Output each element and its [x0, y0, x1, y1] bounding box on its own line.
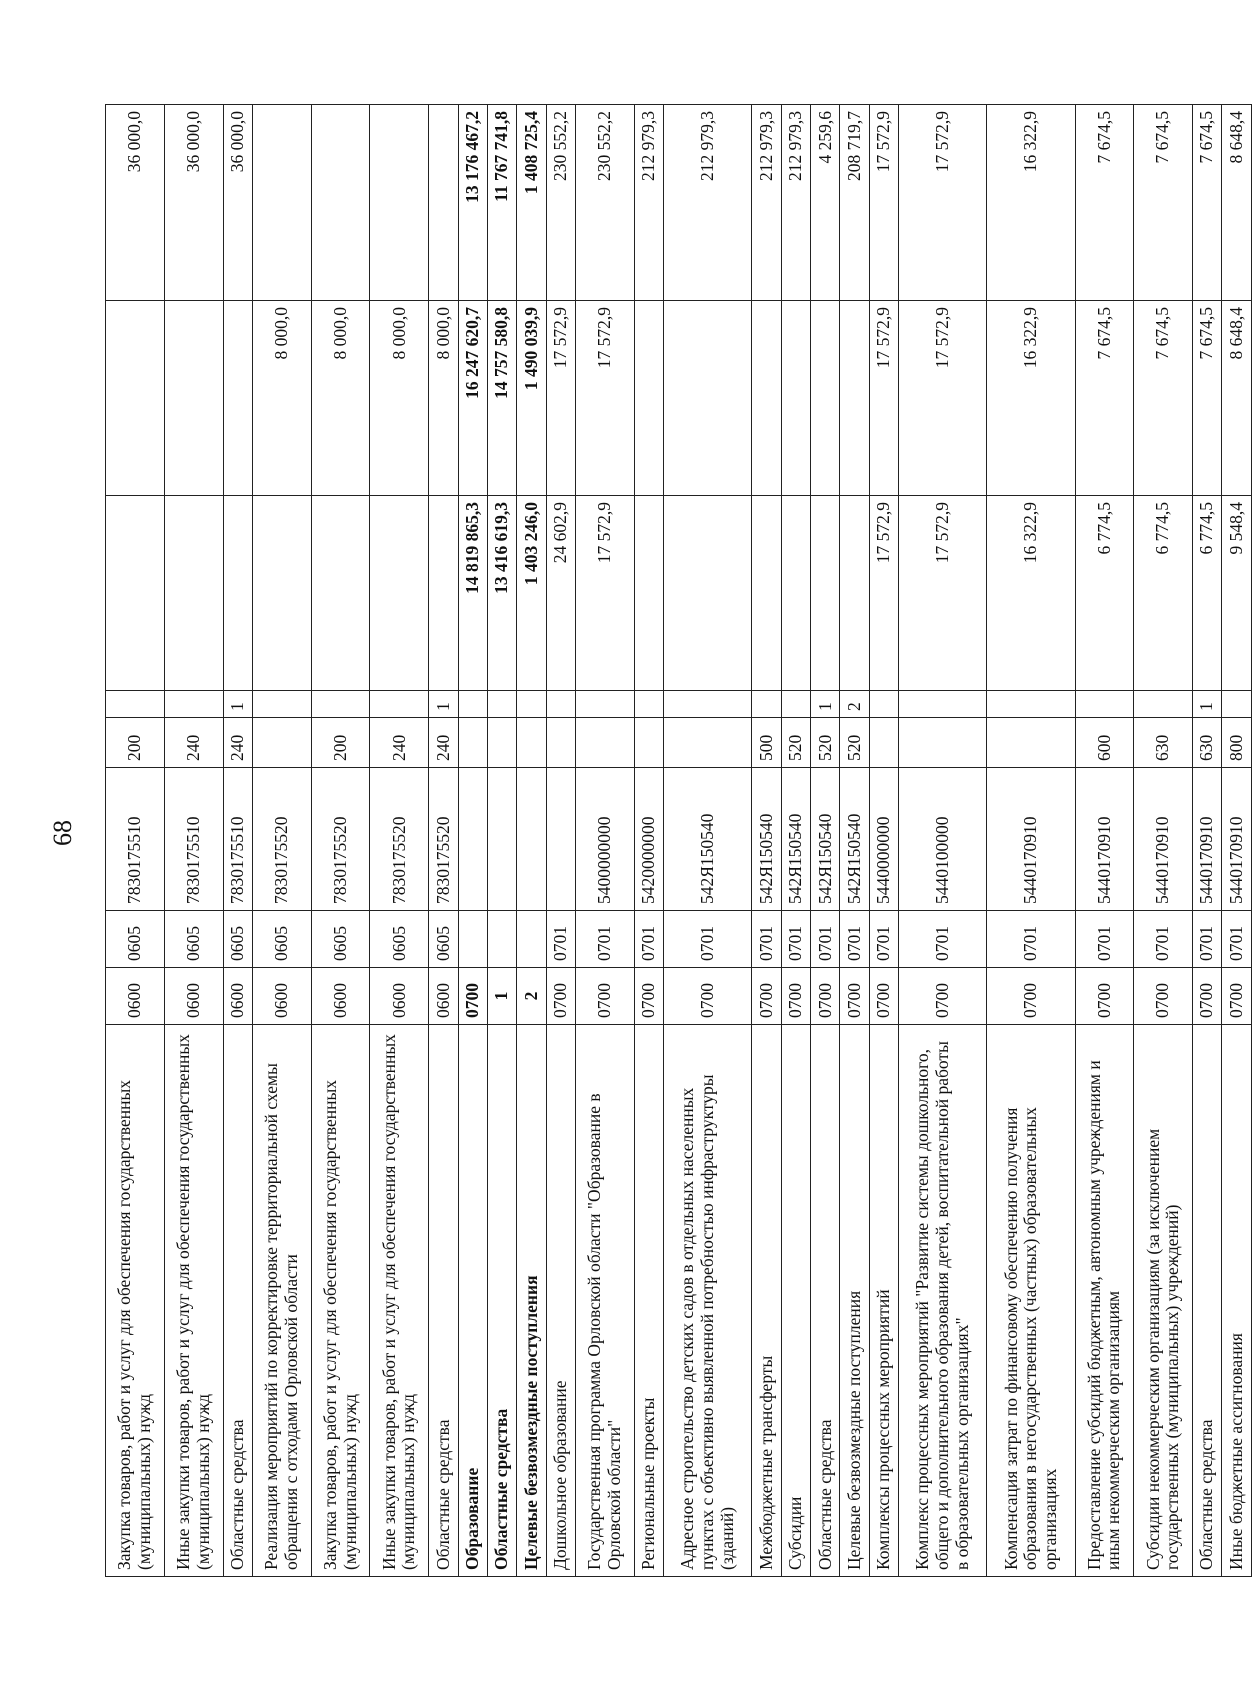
- expense-type-code: [899, 718, 987, 768]
- funding-source-code: [252, 691, 311, 718]
- row-name: Закупка товаров, работ и услуг для обеспечения государственных (муниципальных) нужд: [106, 1025, 165, 1577]
- target-article-code: 5440170910: [987, 768, 1075, 911]
- expense-type-code: [634, 718, 663, 768]
- table-row: [311, 105, 370, 1577]
- section-code: 0600: [429, 968, 458, 1025]
- amount-year-3: 36 000,0: [223, 105, 252, 301]
- expense-type-code: 520: [811, 718, 840, 768]
- amount-year-1: 13 416 619,3: [487, 496, 516, 691]
- amount-year-2: 17 572,9: [546, 301, 575, 496]
- funding-source-code: 1: [429, 691, 458, 718]
- subsection-code: 0701: [1193, 911, 1222, 968]
- target-article-code: 5400000000: [576, 768, 635, 911]
- target-article-code: 542Я150540: [752, 768, 781, 911]
- amount-year-2: [840, 301, 869, 496]
- section-code: 1: [487, 968, 516, 1025]
- amount-year-2: [664, 301, 752, 496]
- row-name: Комплекс процессных мероприятий "Развитие системы дошкольного, общего и дополнительного образования детей, воспитательной работы в образовательных организациях": [899, 1025, 987, 1577]
- target-article-code: 7830175510: [164, 768, 223, 911]
- expense-type-code: [517, 718, 546, 768]
- expense-type-code: [546, 718, 575, 768]
- amount-year-3: 1 408 725,4: [517, 105, 546, 301]
- amount-year-2: 7 674,5: [1193, 301, 1222, 496]
- section-code: 0700: [576, 968, 635, 1025]
- section-code: 0600: [106, 968, 165, 1025]
- section-code: 2: [517, 968, 546, 1025]
- target-article-code: 5440000000: [869, 768, 898, 911]
- page-number: 68: [48, 820, 77, 846]
- amount-year-2: [752, 301, 781, 496]
- amount-year-3: 212 979,3: [781, 105, 810, 301]
- amount-year-1: [370, 496, 429, 691]
- amount-year-3: 16 322,9: [987, 105, 1075, 301]
- funding-source-code: [899, 691, 987, 718]
- budget-table: [105, 104, 1252, 1577]
- funding-source-code: [311, 691, 370, 718]
- funding-source-code: [487, 691, 516, 718]
- amount-year-3: [252, 105, 311, 301]
- table-row: [429, 105, 458, 1577]
- table-row: [106, 105, 165, 1577]
- expense-type-code: [487, 718, 516, 768]
- table-row: [987, 105, 1075, 1577]
- table-row: [458, 105, 487, 1577]
- target-article-code: [517, 768, 546, 911]
- expense-type-code: 500: [752, 718, 781, 768]
- expense-type-code: 520: [840, 718, 869, 768]
- amount-year-3: 212 979,3: [634, 105, 663, 301]
- amount-year-2: [634, 301, 663, 496]
- expense-type-code: [576, 718, 635, 768]
- target-article-code: 542Я150540: [840, 768, 869, 911]
- amount-year-2: 8 000,0: [311, 301, 370, 496]
- table-row: [664, 105, 752, 1577]
- amount-year-1: [634, 496, 663, 691]
- subsection-code: 0605: [370, 911, 429, 968]
- amount-year-2: 8 000,0: [429, 301, 458, 496]
- target-article-code: [458, 768, 487, 911]
- table-row: [252, 105, 311, 1577]
- amount-year-2: 14 757 580,8: [487, 301, 516, 496]
- amount-year-2: 16 247 620,7: [458, 301, 487, 496]
- target-article-code: 7830175510: [106, 768, 165, 911]
- amount-year-2: 8 648,4: [1222, 301, 1251, 496]
- table-row: [517, 105, 546, 1577]
- funding-source-code: [752, 691, 781, 718]
- expense-type-code: [987, 718, 1075, 768]
- amount-year-2: [164, 301, 223, 496]
- amount-year-1: 6 774,5: [1134, 496, 1193, 691]
- row-name: Государственная программа Орловской области "Образование в Орловской области": [576, 1025, 635, 1577]
- expense-type-code: 600: [1075, 718, 1134, 768]
- target-article-code: 542Я150540: [664, 768, 752, 911]
- target-article-code: [487, 768, 516, 911]
- target-article-code: 5420000000: [634, 768, 663, 911]
- amount-year-2: 7 674,5: [1075, 301, 1134, 496]
- subsection-code: 0701: [576, 911, 635, 968]
- row-name: Комплексы процессных мероприятий: [869, 1025, 898, 1577]
- amount-year-1: 14 819 865,3: [458, 496, 487, 691]
- subsection-code: 0701: [664, 911, 752, 968]
- section-code: 0600: [311, 968, 370, 1025]
- table-row: [1193, 105, 1222, 1577]
- row-name: Дошкольное образование: [546, 1025, 575, 1577]
- table-row: [869, 105, 898, 1577]
- expense-type-code: 200: [106, 718, 165, 768]
- amount-year-1: [781, 496, 810, 691]
- funding-source-code: [1075, 691, 1134, 718]
- row-name: Областные средства: [1193, 1025, 1222, 1577]
- funding-source-code: [106, 691, 165, 718]
- amount-year-1: [811, 496, 840, 691]
- row-name: Иные закупки товаров, работ и услуг для обеспечения государственных (муниципальных) нужд: [370, 1025, 429, 1577]
- table-row: [576, 105, 635, 1577]
- section-code: 0700: [1222, 968, 1251, 1025]
- section-code: 0700: [869, 968, 898, 1025]
- section-code: 0700: [546, 968, 575, 1025]
- target-article-code: 7830175520: [370, 768, 429, 911]
- expense-type-code: 630: [1193, 718, 1222, 768]
- row-name: Компенсация затрат по финансовому обеспечению получения образования в негосударственных (частных) образовательных организациях: [987, 1025, 1075, 1577]
- expense-type-code: 240: [223, 718, 252, 768]
- expense-type-code: 800: [1222, 718, 1251, 768]
- table-row: [164, 105, 223, 1577]
- expense-type-code: [252, 718, 311, 768]
- amount-year-1: [223, 496, 252, 691]
- funding-source-code: [546, 691, 575, 718]
- row-name: Областные средства: [811, 1025, 840, 1577]
- amount-year-3: 8 648,4: [1222, 105, 1251, 301]
- amount-year-1: [664, 496, 752, 691]
- table-row: [1075, 105, 1134, 1577]
- amount-year-1: 9 548,4: [1222, 496, 1251, 691]
- amount-year-2: [223, 301, 252, 496]
- funding-source-code: [634, 691, 663, 718]
- section-code: 0600: [164, 968, 223, 1025]
- amount-year-1: [106, 496, 165, 691]
- amount-year-1: 6 774,5: [1075, 496, 1134, 691]
- subsection-code: 0605: [311, 911, 370, 968]
- target-article-code: 7830175510: [223, 768, 252, 911]
- target-article-code: 5440170910: [1193, 768, 1222, 911]
- row-name: Субсидии некоммерческим организациям (за исключением государственных (муниципальных) учреждений): [1134, 1025, 1193, 1577]
- amount-year-1: 6 774,5: [1193, 496, 1222, 691]
- funding-source-code: [1134, 691, 1193, 718]
- table-row: [546, 105, 575, 1577]
- amount-year-3: 4 259,6: [811, 105, 840, 301]
- amount-year-1: 17 572,9: [869, 496, 898, 691]
- amount-year-2: 8 000,0: [370, 301, 429, 496]
- target-article-code: 5440170910: [1134, 768, 1193, 911]
- amount-year-1: [252, 496, 311, 691]
- funding-source-code: [517, 691, 546, 718]
- subsection-code: [487, 911, 516, 968]
- amount-year-1: [164, 496, 223, 691]
- target-article-code: 7830175520: [311, 768, 370, 911]
- table-row: [1134, 105, 1193, 1577]
- subsection-code: 0605: [252, 911, 311, 968]
- amount-year-3: [311, 105, 370, 301]
- funding-source-code: 1: [1193, 691, 1222, 718]
- amount-year-2: 8 000,0: [252, 301, 311, 496]
- target-article-code: 5440170910: [1075, 768, 1134, 911]
- amount-year-1: 17 572,9: [899, 496, 987, 691]
- section-code: 0700: [458, 968, 487, 1025]
- section-code: 0700: [752, 968, 781, 1025]
- table-row: [223, 105, 252, 1577]
- expense-type-code: [664, 718, 752, 768]
- expense-type-code: 240: [370, 718, 429, 768]
- budget-table-body: [106, 105, 1252, 1577]
- section-code: 0700: [987, 968, 1075, 1025]
- target-article-code: [546, 768, 575, 911]
- target-article-code: 7830175520: [429, 768, 458, 911]
- expense-type-code: 630: [1134, 718, 1193, 768]
- table-row: [840, 105, 869, 1577]
- amount-year-2: 16 322,9: [987, 301, 1075, 496]
- amount-year-3: 11 767 741,8: [487, 105, 516, 301]
- amount-year-2: [811, 301, 840, 496]
- section-code: 0700: [1075, 968, 1134, 1025]
- section-code: 0700: [1193, 968, 1222, 1025]
- subsection-code: 0701: [840, 911, 869, 968]
- funding-source-code: 1: [811, 691, 840, 718]
- amount-year-3: 212 979,3: [752, 105, 781, 301]
- section-code: 0700: [1134, 968, 1193, 1025]
- section-code: 0700: [811, 968, 840, 1025]
- section-code: 0700: [781, 968, 810, 1025]
- subsection-code: 0701: [869, 911, 898, 968]
- target-article-code: 5440170910: [1222, 768, 1251, 911]
- row-name: Межбюджетные трансферты: [752, 1025, 781, 1577]
- section-code: 0700: [664, 968, 752, 1025]
- table-row: [1222, 105, 1251, 1577]
- row-name: Иные закупки товаров, работ и услуг для обеспечения государственных (муниципальных) нужд: [164, 1025, 223, 1577]
- table-row: [370, 105, 429, 1577]
- subsection-code: 0605: [223, 911, 252, 968]
- section-code: 0600: [223, 968, 252, 1025]
- row-name: Областные средства: [487, 1025, 516, 1577]
- funding-source-code: [458, 691, 487, 718]
- amount-year-3: 36 000,0: [106, 105, 165, 301]
- row-name: Образование: [458, 1025, 487, 1577]
- expense-type-code: [869, 718, 898, 768]
- target-article-code: 5440100000: [899, 768, 987, 911]
- section-code: 0600: [252, 968, 311, 1025]
- funding-source-code: [1222, 691, 1251, 718]
- expense-type-code: 240: [164, 718, 223, 768]
- row-name: Областные средства: [223, 1025, 252, 1577]
- target-article-code: 7830175520: [252, 768, 311, 911]
- amount-year-3: 7 674,5: [1075, 105, 1134, 301]
- amount-year-1: [752, 496, 781, 691]
- amount-year-1: [429, 496, 458, 691]
- subsection-code: 0701: [752, 911, 781, 968]
- amount-year-1: 16 322,9: [987, 496, 1075, 691]
- section-code: 0700: [899, 968, 987, 1025]
- expense-type-code: 520: [781, 718, 810, 768]
- subsection-code: 0701: [634, 911, 663, 968]
- amount-year-1: 24 602,9: [546, 496, 575, 691]
- subsection-code: 0701: [1222, 911, 1251, 968]
- amount-year-1: [840, 496, 869, 691]
- section-code: 0700: [840, 968, 869, 1025]
- funding-source-code: 2: [840, 691, 869, 718]
- amount-year-2: [106, 301, 165, 496]
- table-row: [811, 105, 840, 1577]
- funding-source-code: [869, 691, 898, 718]
- expense-type-code: [458, 718, 487, 768]
- row-name: Реализация мероприятий по корректировке территориальной схемы обращения с отходами Орловской области: [252, 1025, 311, 1577]
- amount-year-2: 1 490 039,9: [517, 301, 546, 496]
- row-name: Региональные проекты: [634, 1025, 663, 1577]
- expense-type-code: 240: [429, 718, 458, 768]
- subsection-code: 0605: [106, 911, 165, 968]
- amount-year-3: 7 674,5: [1193, 105, 1222, 301]
- expense-type-code: 200: [311, 718, 370, 768]
- amount-year-1: 1 403 246,0: [517, 496, 546, 691]
- section-code: 0600: [370, 968, 429, 1025]
- amount-year-3: [429, 105, 458, 301]
- amount-year-2: 17 572,9: [869, 301, 898, 496]
- amount-year-2: 17 572,9: [899, 301, 987, 496]
- table-row: [781, 105, 810, 1577]
- table-row: [634, 105, 663, 1577]
- target-article-code: 542Я150540: [781, 768, 810, 911]
- subsection-code: 0605: [429, 911, 458, 968]
- subsection-code: 0605: [164, 911, 223, 968]
- subsection-code: 0701: [781, 911, 810, 968]
- amount-year-3: 17 572,9: [869, 105, 898, 301]
- amount-year-3: 230 552,2: [546, 105, 575, 301]
- funding-source-code: [164, 691, 223, 718]
- funding-source-code: [576, 691, 635, 718]
- amount-year-3: [370, 105, 429, 301]
- subsection-code: [517, 911, 546, 968]
- table-row: [899, 105, 987, 1577]
- funding-source-code: 1: [223, 691, 252, 718]
- amount-year-1: [311, 496, 370, 691]
- subsection-code: 0701: [546, 911, 575, 968]
- funding-source-code: [370, 691, 429, 718]
- funding-source-code: [664, 691, 752, 718]
- amount-year-3: 212 979,3: [664, 105, 752, 301]
- amount-year-1: 17 572,9: [576, 496, 635, 691]
- row-name: Закупка товаров, работ и услуг для обеспечения государственных (муниципальных) нужд: [311, 1025, 370, 1577]
- subsection-code: 0701: [811, 911, 840, 968]
- section-code: 0700: [634, 968, 663, 1025]
- funding-source-code: [781, 691, 810, 718]
- row-name: Предоставление субсидий бюджетным, автономным учреждениям и иным некоммерческим организациям: [1075, 1025, 1134, 1577]
- amount-year-3: 230 552,2: [576, 105, 635, 301]
- subsection-code: [458, 911, 487, 968]
- row-name: Иные бюджетные ассигнования: [1222, 1025, 1251, 1577]
- amount-year-3: 17 572,9: [899, 105, 987, 301]
- subsection-code: 0701: [987, 911, 1075, 968]
- subsection-code: 0701: [899, 911, 987, 968]
- amount-year-3: 208 719,7: [840, 105, 869, 301]
- table-row: [752, 105, 781, 1577]
- budget-table-container: [105, 105, 1251, 1577]
- amount-year-3: 13 176 467,2: [458, 105, 487, 301]
- amount-year-3: 36 000,0: [164, 105, 223, 301]
- amount-year-2: 7 674,5: [1134, 301, 1193, 496]
- table-row: [487, 105, 516, 1577]
- subsection-code: 0701: [1075, 911, 1134, 968]
- row-name: Целевые безвозмездные поступления: [840, 1025, 869, 1577]
- target-article-code: 542Я150540: [811, 768, 840, 911]
- amount-year-2: [781, 301, 810, 496]
- row-name: Адресное строительство детских садов в отдельных населенных пунктах с объективно выявленной потребностью инфраструктуры (зданий): [664, 1025, 752, 1577]
- row-name: Субсидии: [781, 1025, 810, 1577]
- subsection-code: 0701: [1134, 911, 1193, 968]
- amount-year-2: 17 572,9: [576, 301, 635, 496]
- row-name: Областные средства: [429, 1025, 458, 1577]
- row-name: Целевые безвозмездные поступления: [517, 1025, 546, 1577]
- amount-year-3: 7 674,5: [1134, 105, 1193, 301]
- funding-source-code: [987, 691, 1075, 718]
